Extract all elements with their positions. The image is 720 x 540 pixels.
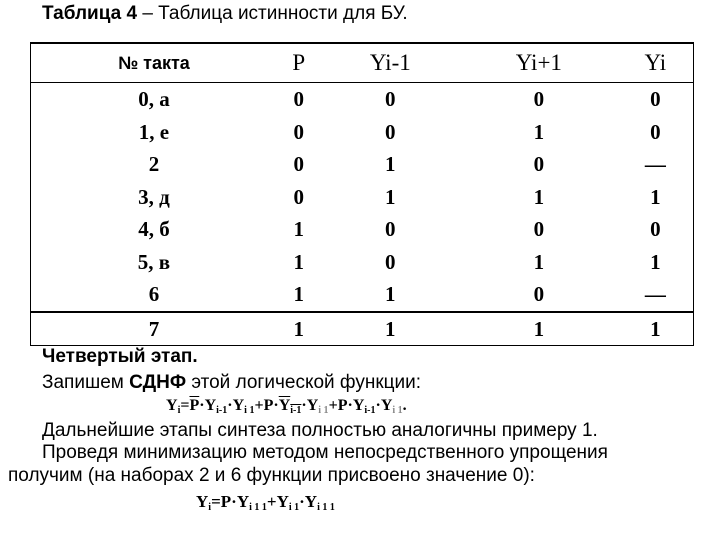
- cell-yi-minus-1: 1: [321, 312, 460, 346]
- cell-yi: 1: [650, 184, 661, 209]
- cell-p: 0: [293, 152, 304, 177]
- cell-step: 5, в: [137, 249, 171, 274]
- sdnf-line: [42, 372, 421, 394]
- table-row: [31, 116, 694, 149]
- cell-yi: 1: [618, 312, 694, 346]
- cell-step: 6: [148, 282, 160, 307]
- cell-p: 0: [293, 119, 304, 144]
- header-p: P: [277, 43, 321, 83]
- cell-yi-plus-1: 1: [460, 312, 618, 346]
- cell-yi: —: [644, 152, 666, 177]
- table-row: [31, 181, 694, 214]
- sdnf-term: СДНФ: [129, 372, 187, 393]
- cell-yi-minus-1: 1: [385, 282, 396, 307]
- stage-heading: Четвертый этап.: [42, 346, 198, 367]
- cell-yi: 0: [650, 119, 661, 144]
- cell-step: 1, е: [138, 119, 170, 144]
- sdnf-pre: Запишем: [42, 372, 130, 393]
- cell-p: 1: [293, 217, 304, 242]
- cell-yi-plus-1: 0: [533, 282, 545, 307]
- minimization-line-2: получим (на наборах 2 и 6 функции присвоено значение 0):: [8, 465, 535, 486]
- cell-yi: —: [644, 282, 666, 307]
- cell-p: 0: [293, 87, 304, 112]
- cell-yi-minus-1: 0: [385, 217, 396, 242]
- further-stages-line: Дальнейшие этапы синтеза полностью аналогичны примеру 1.: [42, 420, 598, 441]
- sdnf-formula: $Y_i=\overline{P}\cdot Y_{i-1}\cdot Y_{i 1}+P\cdot\overline{Y}_{i-1}\cdot Y_{i 1}+P\cdot Y_{i-1}\cdot Y_{i 1}$.: [166, 397, 407, 416]
- caption-label: Таблица 4: [42, 3, 138, 24]
- cell-p: 0: [293, 184, 304, 209]
- cell-yi-minus-1: 1: [385, 184, 396, 209]
- caption-text: – Таблица истинности для БУ.: [137, 3, 408, 24]
- header-yi: Yi: [618, 43, 694, 83]
- sdnf-post: этой логической функции:: [186, 372, 422, 393]
- truth-table: [30, 42, 694, 346]
- cell-yi-minus-1: 0: [385, 87, 396, 112]
- cell-yi-plus-1: 1: [533, 184, 545, 209]
- cell-step: 7: [31, 312, 277, 346]
- header-yi-plus-1: Yi+1: [460, 43, 618, 83]
- header-yi-minus-1: Yi-1: [321, 43, 460, 83]
- cell-yi: 0: [650, 217, 661, 242]
- cell-yi-plus-1: 0: [533, 87, 545, 112]
- cell-yi-plus-1: 1: [533, 249, 545, 274]
- cell-yi-plus-1: 0: [533, 152, 545, 177]
- table-row: [31, 278, 694, 312]
- cell-step: 0, а: [138, 87, 170, 112]
- cell-yi-plus-1: 0: [533, 217, 545, 242]
- minimization-line-1: Проведя минимизацию методом непосредственного упрощения: [42, 442, 608, 463]
- cell-p: 1: [277, 312, 321, 346]
- cell-yi-minus-1: 0: [385, 119, 396, 144]
- table-caption: [42, 3, 408, 25]
- cell-step: 2: [148, 152, 160, 177]
- cell-yi-minus-1: 0: [385, 249, 396, 274]
- cell-step: 4, б: [138, 217, 170, 242]
- table-row: [31, 213, 694, 246]
- minimized-formula: $Y_i=P\cdot Y_{i 1 1}+Y_{i 1}\cdot Y_{i 1 1}$: [196, 492, 335, 513]
- table-row: [31, 312, 694, 346]
- cell-p: 1: [293, 282, 304, 307]
- table-row: [31, 148, 694, 181]
- cell-yi-plus-1: 1: [533, 119, 545, 144]
- table-row: [31, 83, 694, 116]
- table-header-row: [31, 43, 694, 83]
- header-step: № такта: [31, 43, 277, 83]
- cell-p: 1: [293, 249, 304, 274]
- cell-step: 3, д: [138, 184, 170, 209]
- table-row: [31, 246, 694, 279]
- cell-yi: 0: [650, 87, 661, 112]
- cell-yi-minus-1: 1: [385, 152, 396, 177]
- cell-yi: 1: [650, 249, 661, 274]
